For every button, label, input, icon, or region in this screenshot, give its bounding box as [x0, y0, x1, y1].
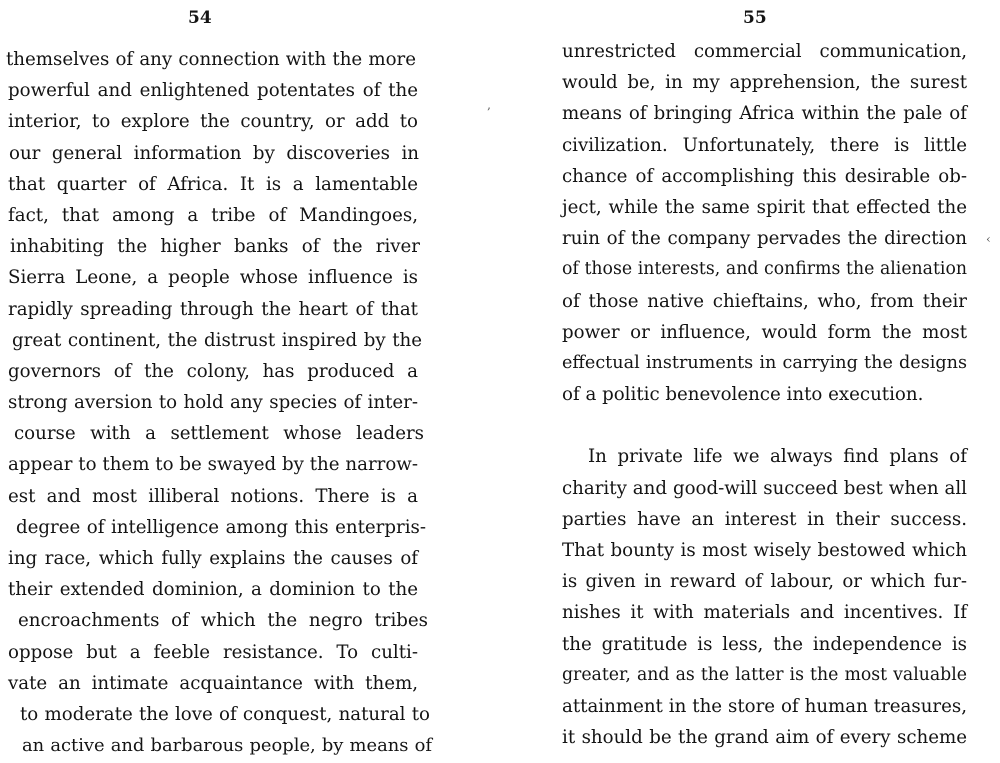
text-line: est and most illiberal notions. There is a: [8, 485, 418, 507]
text-line: oppose but a feeble resistance. To culti-: [8, 641, 418, 663]
text-line: to moderate the love of conquest, natural to: [20, 703, 430, 725]
text-line: would be, in my apprehension, the surest: [562, 72, 967, 94]
text-line: means of bringing Africa within the pale of: [562, 103, 967, 125]
text-line: unrestricted commercial communication,: [562, 41, 967, 62]
text-line: degree of intelligence among this enterpris-: [16, 516, 426, 538]
text-line: an active and barbarous people, by means of: [22, 735, 432, 757]
text-line: greater, and as the latter is the most valuable: [562, 664, 967, 685]
text-line: course with a settlement whose leaders: [14, 423, 424, 445]
text-line: is given in reward of labour, or which fur-: [562, 571, 967, 593]
text-line: appear to them to be swayed by the narrow-: [8, 454, 418, 476]
right-page-text: [562, 36, 967, 753]
text-line: our general information by discoveries in: [9, 142, 419, 164]
text-line: ruin of the company pervades the direction: [562, 228, 967, 250]
text-line: effectual instruments in carrying the designs: [562, 352, 967, 373]
text-line: power or influence, would form the most: [562, 321, 967, 343]
text-line: encroachments of which the negro tribes: [18, 610, 428, 632]
text-line: the gratitude is less, the independence is: [562, 633, 967, 655]
text-line: parties have an interest in their success.: [562, 508, 967, 530]
text-line: of those interests, and confirms the alienation: [562, 259, 967, 280]
text-line: vate an intimate acquaintance with them,: [8, 672, 418, 694]
text-line: civilization. Unfortunately, there is little: [562, 134, 967, 156]
text-line: ject, while the same spirit that effected the: [562, 196, 967, 218]
text-line: of a politic benevolence into execution.: [562, 384, 924, 406]
text-line: great continent, the distrust inspired by the: [12, 329, 422, 351]
paragraph-break: [562, 410, 967, 441]
text-line: In private life we always find plans of: [588, 446, 967, 468]
text-line: rapidly spreading through the heart of that: [8, 298, 418, 320]
right-page: [500, 0, 1000, 763]
text-line: it should be the grand aim of every scheme: [562, 727, 967, 749]
left-page-text: [6, 44, 432, 761]
text-line: attainment in the store of human treasures,: [562, 695, 967, 717]
text-line: governors of the colony, has produced a: [8, 360, 418, 382]
text-line: their extended dominion, a dominion to the: [8, 579, 418, 601]
text-line: strong aversion to hold any species of inter-: [8, 392, 418, 414]
text-line: inhabiting the higher banks of the river: [10, 236, 420, 258]
text-line: themselves of any connection with the more: [6, 49, 416, 70]
text-line: Sierra Leone, a people whose influence is: [8, 267, 418, 289]
text-line: powerful and enlightened potentates of the: [8, 80, 418, 102]
text-line: of those native chieftains, who, from their: [562, 290, 967, 312]
text-line: ing race, which fully explains the causes of: [8, 548, 418, 569]
text-line: charity and good-will succeed best when all: [562, 477, 967, 499]
text-line: nishes it with materials and incentives. If: [562, 602, 967, 624]
text-line: That bounty is most wisely bestowed which: [562, 540, 967, 561]
text-line: chance of accomplishing this desirable ob-: [562, 165, 967, 187]
ink-speck: ‹: [986, 232, 991, 246]
text-line: that quarter of Africa. It is a lamentable: [8, 173, 418, 195]
text-line: fact, that among a tribe of Mandingoes,: [8, 204, 418, 226]
page-number-right: 55: [743, 8, 767, 28]
ink-speck: ‚: [487, 98, 491, 112]
page-number-left: 54: [188, 8, 212, 28]
text-line: interior, to explore the country, or add to: [8, 111, 418, 133]
